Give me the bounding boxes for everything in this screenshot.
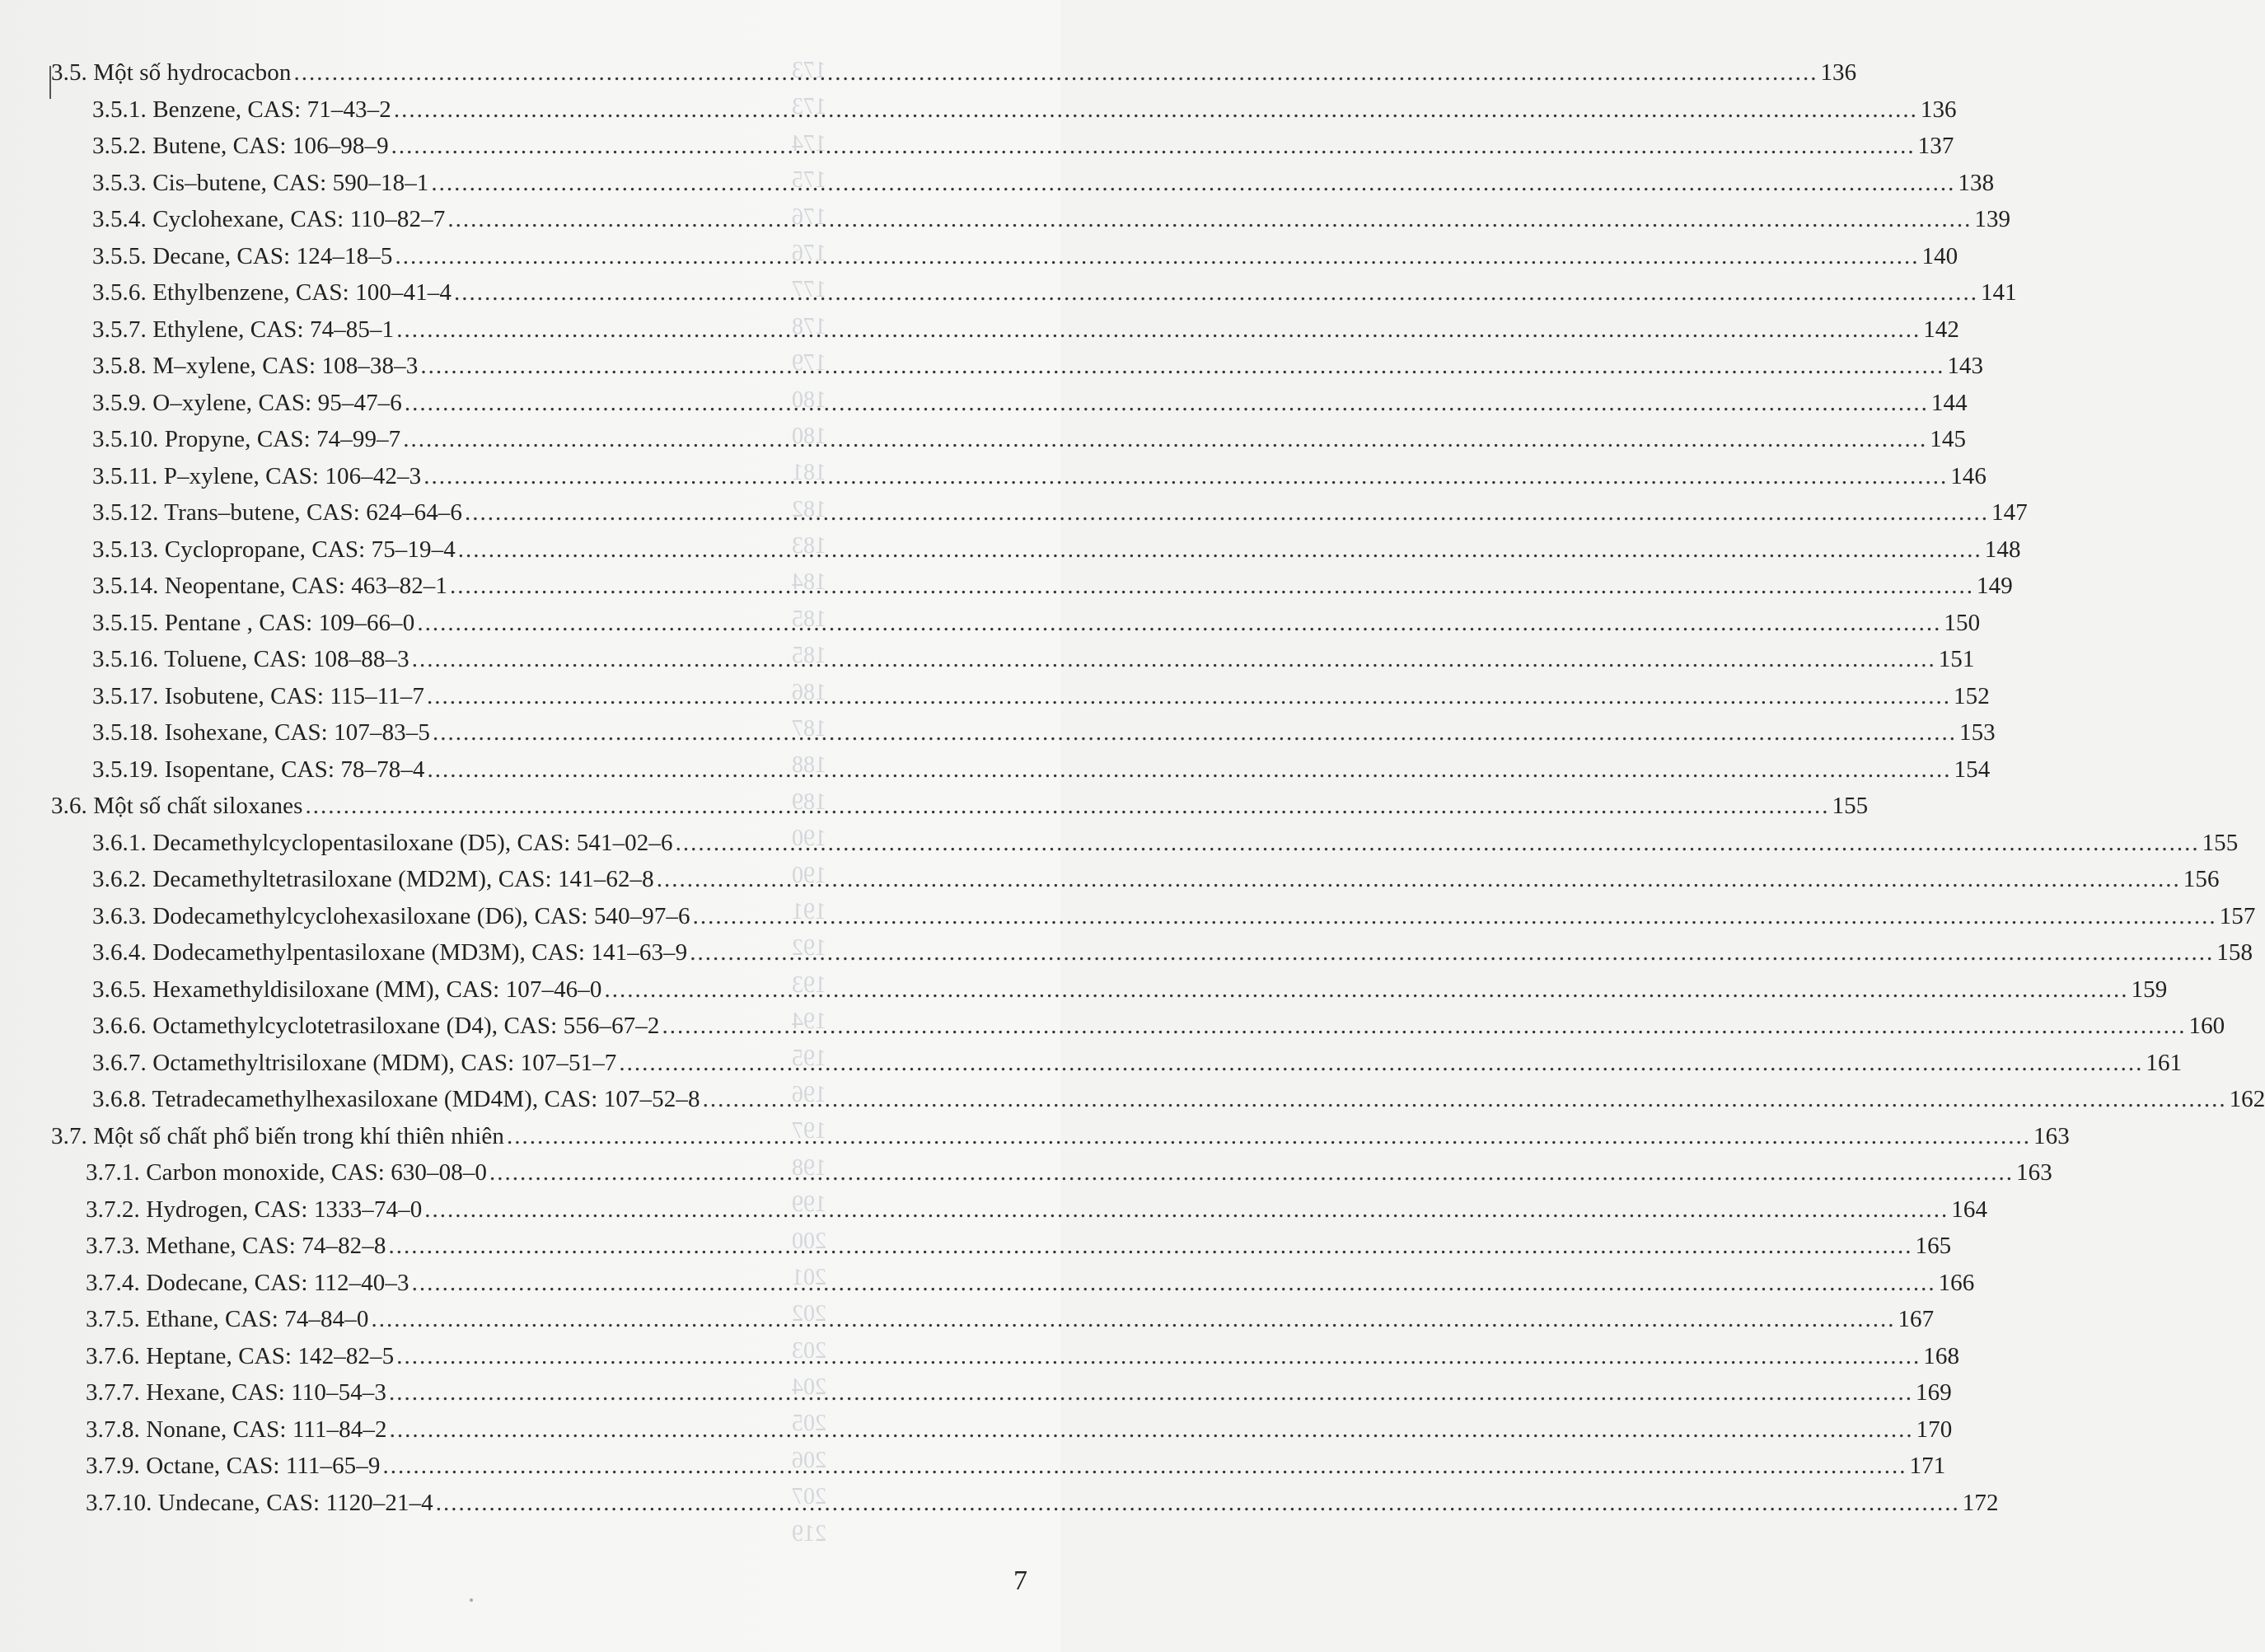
dot-leader xyxy=(412,1270,1936,1297)
entry-page-number: 160 xyxy=(2188,1013,2225,1039)
dot-leader xyxy=(428,756,1952,784)
dot-leader xyxy=(436,1490,1960,1517)
bleed-through-number: 180 xyxy=(792,386,826,413)
entry-title: 3.7.6. Heptane, CAS: 142–82–5 xyxy=(86,1342,395,1369)
bleed-through-number: 190 xyxy=(792,862,826,888)
entry-page-number: 155 xyxy=(2202,829,2239,856)
dot-leader xyxy=(396,1343,1921,1370)
toc-section-entry xyxy=(0,59,1857,96)
toc-subsection-entry xyxy=(0,1306,1935,1343)
dot-leader xyxy=(389,1379,1913,1406)
dot-leader xyxy=(403,426,1927,453)
page-number: 7 xyxy=(1013,1565,1027,1596)
dot-leader xyxy=(424,463,1948,490)
bleed-through-number: 192 xyxy=(792,935,826,962)
entry-page-number: 159 xyxy=(2131,976,2168,1003)
entry-page-number: 143 xyxy=(1947,353,1984,379)
entry-page-number: 163 xyxy=(2016,1159,2052,1186)
toc-subsection-entry xyxy=(0,1453,1946,1490)
bleed-through-number: 183 xyxy=(792,533,826,559)
bleed-through-number: 173 xyxy=(792,94,826,120)
dot-leader xyxy=(605,976,2129,1004)
dot-leader xyxy=(431,170,1955,197)
entry-page-number: 169 xyxy=(1916,1379,1952,1406)
toc-subsection-entry xyxy=(0,313,1960,353)
entry-title: 3.5. Một số hydrocacbon xyxy=(51,59,292,86)
toc-subsection-entry xyxy=(0,1416,1953,1453)
dot-leader xyxy=(427,683,1951,710)
entry-title: 3.6.7. Octamethyltrisiloxane (MDM), CAS: 107–51–7 xyxy=(92,1049,617,1076)
dot-leader xyxy=(454,279,1978,307)
toc-subsection-entry xyxy=(0,719,1996,756)
entry-page-number: 142 xyxy=(1923,316,1960,343)
toc-subsection-entry xyxy=(0,279,2017,316)
dot-leader xyxy=(405,390,1929,417)
dot-leader xyxy=(693,903,2217,930)
toc-subsection-entry xyxy=(0,169,1995,207)
entry-page-number: 151 xyxy=(1938,646,1975,672)
entry-page-number: 144 xyxy=(1930,389,1968,416)
entry-title: 3.7.4. Dodecane, CAS: 112–40–3 xyxy=(86,1269,409,1296)
entry-title: 3.5.3. Cis–butene, CAS: 590–18–1 xyxy=(92,169,429,196)
dot-leader xyxy=(417,610,1941,637)
entry-title: 3.5.14. Neopentane, CAS: 463–82–1 xyxy=(92,573,448,599)
toc-subsection-entry xyxy=(0,1379,1952,1416)
toc-subsection-entry xyxy=(0,389,1968,427)
entry-title: 3.5.15. Pentane , CAS: 109–66–0 xyxy=(92,609,415,636)
bleed-through-number: 177 xyxy=(792,277,826,303)
dot-leader xyxy=(507,1123,2031,1150)
bleed-through-number: 181 xyxy=(792,460,826,486)
toc-subsection-entry xyxy=(0,1196,1988,1233)
entry-page-number: 148 xyxy=(1984,536,2021,563)
entry-title: 3.6.6. Octamethylcyclotetrasiloxane (D4), CAS: 556–67–2 xyxy=(92,1013,660,1039)
toc-section-entry xyxy=(0,1122,2070,1160)
entry-title: 3.6. Một số chất siloxanes xyxy=(51,793,303,819)
entry-page-number: 166 xyxy=(1938,1269,1975,1296)
entry-title: 3.5.16. Toluene, CAS: 108–88–3 xyxy=(92,646,409,672)
toc-subsection-entry xyxy=(0,1233,1952,1270)
page-speck xyxy=(470,1598,473,1602)
bleed-through-number: 173 xyxy=(792,58,826,83)
dot-leader xyxy=(293,59,1818,87)
toc-subsection-entry xyxy=(0,536,2021,573)
toc-subsection-entry xyxy=(0,496,2028,536)
bleed-through-number: 195 xyxy=(792,1045,826,1071)
bleed-through-number: 205 xyxy=(792,1411,826,1437)
entry-page-number: 152 xyxy=(1954,682,1990,709)
entry-title: 3.6.8. Tetradecamethylhexasiloxane (MD4M), CAS: 107–52–8 xyxy=(92,1086,700,1112)
entry-page-number: 163 xyxy=(2033,1122,2070,1149)
dot-leader xyxy=(371,1306,1895,1333)
toc-subsection-entry xyxy=(0,206,2011,243)
entry-page-number: 170 xyxy=(1916,1416,1953,1443)
bleed-through-number: 176 xyxy=(792,240,826,266)
bleed-through-number: 176 xyxy=(792,204,826,230)
dot-leader xyxy=(396,316,1921,344)
toc-subsection-entry xyxy=(0,462,1987,500)
bleed-through-number: 175 xyxy=(792,167,826,194)
entry-title: 3.7.9. Octane, CAS: 111–65–9 xyxy=(86,1453,381,1479)
entry-title: 3.5.4. Cyclohexane, CAS: 110–82–7 xyxy=(92,206,446,232)
bleed-through-number: 189 xyxy=(792,789,826,815)
entry-title: 3.7. Một số chất phổ biến trong khí thiên nhiên xyxy=(51,1122,504,1149)
toc-subsection-entry xyxy=(0,829,2239,867)
entry-title: 3.5.10. Propyne, CAS: 74–99–7 xyxy=(92,426,401,452)
entry-page-number: 165 xyxy=(1915,1233,1952,1259)
bleed-through-number: 188 xyxy=(792,752,826,779)
entry-page-number: 150 xyxy=(1944,609,1981,636)
bleed-through-number: 187 xyxy=(792,716,826,742)
entry-page-number: 157 xyxy=(2219,902,2256,929)
toc-subsection-entry xyxy=(0,1086,2265,1123)
entry-page-number: 137 xyxy=(1917,133,1954,159)
dot-leader xyxy=(433,719,1957,746)
bleed-through-number: 204 xyxy=(792,1374,826,1401)
entry-title: 3.5.9. O–xylene, CAS: 95–47–6 xyxy=(92,389,402,416)
entry-title: 3.7.7. Hexane, CAS: 110–54–3 xyxy=(86,1379,387,1406)
entry-page-number: 153 xyxy=(1958,719,1996,746)
entry-title: 3.7.10. Undecane, CAS: 1120–21–4 xyxy=(86,1489,433,1516)
entry-page-number: 158 xyxy=(2216,939,2253,966)
entry-page-number: 154 xyxy=(1954,756,1991,783)
bleed-through-number: 200 xyxy=(792,1228,826,1254)
bleed-through-number: 194 xyxy=(792,1009,826,1035)
entry-page-number: 161 xyxy=(2146,1049,2183,1076)
toc-subsection-entry xyxy=(0,130,1954,170)
toc-subsection-entry xyxy=(0,1269,1975,1307)
entry-title: 3.5.1. Benzene, CAS: 71–43–2 xyxy=(92,96,391,123)
entry-page-number: 156 xyxy=(2183,866,2220,892)
toc-subsection-entry xyxy=(0,1013,2225,1050)
entry-title: 3.5.7. Ethylene, CAS: 74–85–1 xyxy=(92,316,395,343)
dot-leader xyxy=(465,499,1989,526)
toc-subsection-entry xyxy=(0,646,1975,683)
bleed-through-number: 206 xyxy=(792,1447,826,1473)
entry-page-number: 162 xyxy=(2229,1086,2265,1112)
bleed-through-number: 207 xyxy=(792,1484,826,1510)
dot-leader xyxy=(690,939,2214,966)
entry-title: 3.7.2. Hydrogen, CAS: 1333–74–0 xyxy=(86,1196,423,1223)
toc-subsection-entry xyxy=(0,1049,2183,1087)
toc-subsection-entry xyxy=(0,1342,1960,1380)
toc-subsection-entry xyxy=(0,756,1991,793)
bleed-through-number: 180 xyxy=(792,423,826,449)
entry-page-number: 141 xyxy=(1980,279,2017,306)
bleed-through-number: 185 xyxy=(792,606,826,632)
entry-title: 3.6.5. Hexamethyldisiloxane (MM), CAS: 107–46–0 xyxy=(92,976,602,1003)
entry-page-number: 139 xyxy=(1974,206,2011,232)
entry-title: 3.7.8. Nonane, CAS: 111–84–2 xyxy=(86,1416,387,1443)
toc-subsection-entry xyxy=(0,96,1957,133)
entry-page-number: 149 xyxy=(1977,573,2013,599)
bleed-through-number: 193 xyxy=(792,971,826,998)
dot-leader xyxy=(382,1453,1907,1480)
entry-title: 3.6.1. Decamethylcyclopentasiloxane (D5), CAS: 541–02–6 xyxy=(92,829,673,856)
bleed-through-number: 197 xyxy=(792,1118,826,1144)
entry-page-number: 146 xyxy=(1950,462,1987,489)
bleed-through-number: 179 xyxy=(792,350,826,377)
toc-subsection-entry xyxy=(0,939,2253,976)
bleed-through-number: 190 xyxy=(792,826,826,852)
toc-subsection-entry xyxy=(0,573,2013,610)
entry-page-number: 168 xyxy=(1923,1342,1960,1369)
bleed-through-number: 219 xyxy=(792,1520,826,1547)
entry-title: 3.6.4. Dodecamethylpentasiloxane (MD3M), CAS: 141–63–9 xyxy=(92,939,688,966)
bleed-through-number: 186 xyxy=(792,679,826,705)
dot-leader xyxy=(420,353,1944,380)
dot-leader xyxy=(450,573,1974,600)
entry-page-number: 138 xyxy=(1958,169,1995,196)
toc-subsection-entry xyxy=(0,353,1984,390)
dot-leader xyxy=(394,96,1918,124)
entry-title: 3.7.3. Methane, CAS: 74–82–8 xyxy=(86,1233,386,1259)
bleed-through-number: 198 xyxy=(792,1154,826,1181)
entry-page-number: 172 xyxy=(1962,1489,1999,1516)
dot-leader xyxy=(489,1159,2014,1186)
toc-subsection-entry xyxy=(0,423,1967,463)
entry-title: 3.5.13. Cyclopropane, CAS: 75–19–4 xyxy=(92,536,456,563)
toc-subsection-entry xyxy=(0,240,1958,280)
toc-subsection-entry xyxy=(0,1489,1999,1527)
entry-page-number: 164 xyxy=(1951,1196,1988,1223)
bleed-through-number: 185 xyxy=(792,643,826,669)
toc-subsection-entry xyxy=(0,866,2220,903)
toc-subsection-entry xyxy=(0,682,1990,720)
entry-title: 3.5.11. P–xylene, CAS: 106–42–3 xyxy=(92,462,422,489)
dot-leader xyxy=(388,1233,1912,1260)
dot-leader xyxy=(395,243,1919,270)
dot-leader xyxy=(391,133,1916,160)
bleed-through-number: 203 xyxy=(792,1337,826,1364)
entry-title: 3.5.8. M–xylene, CAS: 108–38–3 xyxy=(92,353,419,379)
bleed-through-number: 201 xyxy=(792,1264,826,1290)
toc-subsection-entry xyxy=(0,902,2256,940)
bleed-through-number: 199 xyxy=(792,1191,826,1218)
entry-title: 3.7.1. Carbon monoxide, CAS: 630–08–0 xyxy=(86,1159,488,1186)
entry-title: 3.5.5. Decane, CAS: 124–18–5 xyxy=(92,242,393,269)
dot-leader xyxy=(619,1050,2143,1077)
entry-title: 3.5.12. Trans–butene, CAS: 624–64–6 xyxy=(92,499,463,526)
entry-page-number: 145 xyxy=(1930,426,1967,452)
bleed-through-number: 184 xyxy=(792,569,826,596)
table-of-contents xyxy=(0,59,2265,1526)
dot-leader xyxy=(657,866,2181,893)
bleed-through-number: 182 xyxy=(792,496,826,522)
bleed-through-number: 191 xyxy=(792,898,826,924)
entry-title: 3.7.5. Ethane, CAS: 74–84–0 xyxy=(86,1306,369,1332)
dot-leader xyxy=(424,1196,1949,1224)
toc-subsection-entry xyxy=(0,609,1981,647)
toc-subsection-entry xyxy=(0,976,2168,1013)
dot-leader xyxy=(458,536,1982,564)
entry-page-number: 155 xyxy=(1832,793,1869,819)
entry-page-number: 167 xyxy=(1898,1306,1935,1332)
entry-title: 3.5.6. Ethylbenzene, CAS: 100–41–4 xyxy=(92,279,452,306)
dot-leader xyxy=(412,646,1936,673)
toc-subsection-entry xyxy=(0,1159,2052,1196)
entry-title: 3.6.3. Dodecamethylcyclohexasiloxane (D6), CAS: 540–97–6 xyxy=(92,902,690,929)
dot-leader xyxy=(447,206,1972,233)
bleed-through-number: 196 xyxy=(792,1081,826,1107)
entry-page-number: 136 xyxy=(1820,59,1857,86)
toc-section-entry xyxy=(0,793,1869,830)
dot-leader xyxy=(390,1416,1914,1444)
entry-page-number: 171 xyxy=(1909,1453,1946,1479)
bleed-through-number: 174 xyxy=(792,130,826,157)
bleed-through-number: 178 xyxy=(792,313,826,339)
dot-leader xyxy=(662,1013,2186,1040)
entry-page-number: 136 xyxy=(1920,96,1957,123)
entry-title: 3.6.2. Decamethyltetrasiloxane (MD2M), CAS: 141–62–8 xyxy=(92,866,654,892)
dot-leader xyxy=(305,793,1829,820)
entry-page-number: 147 xyxy=(1991,499,2028,526)
dot-leader xyxy=(676,830,2200,857)
entry-title: 3.5.19. Isopentane, CAS: 78–78–4 xyxy=(92,756,425,783)
entry-title: 3.5.17. Isobutene, CAS: 115–11–7 xyxy=(92,682,425,709)
entry-title: 3.5.2. Butene, CAS: 106–98–9 xyxy=(92,133,389,159)
dot-leader xyxy=(703,1086,2227,1113)
bleed-through-number: 202 xyxy=(792,1301,826,1327)
entry-page-number: 140 xyxy=(1921,242,1958,269)
entry-title: 3.5.18. Isohexane, CAS: 107–83–5 xyxy=(92,719,430,746)
